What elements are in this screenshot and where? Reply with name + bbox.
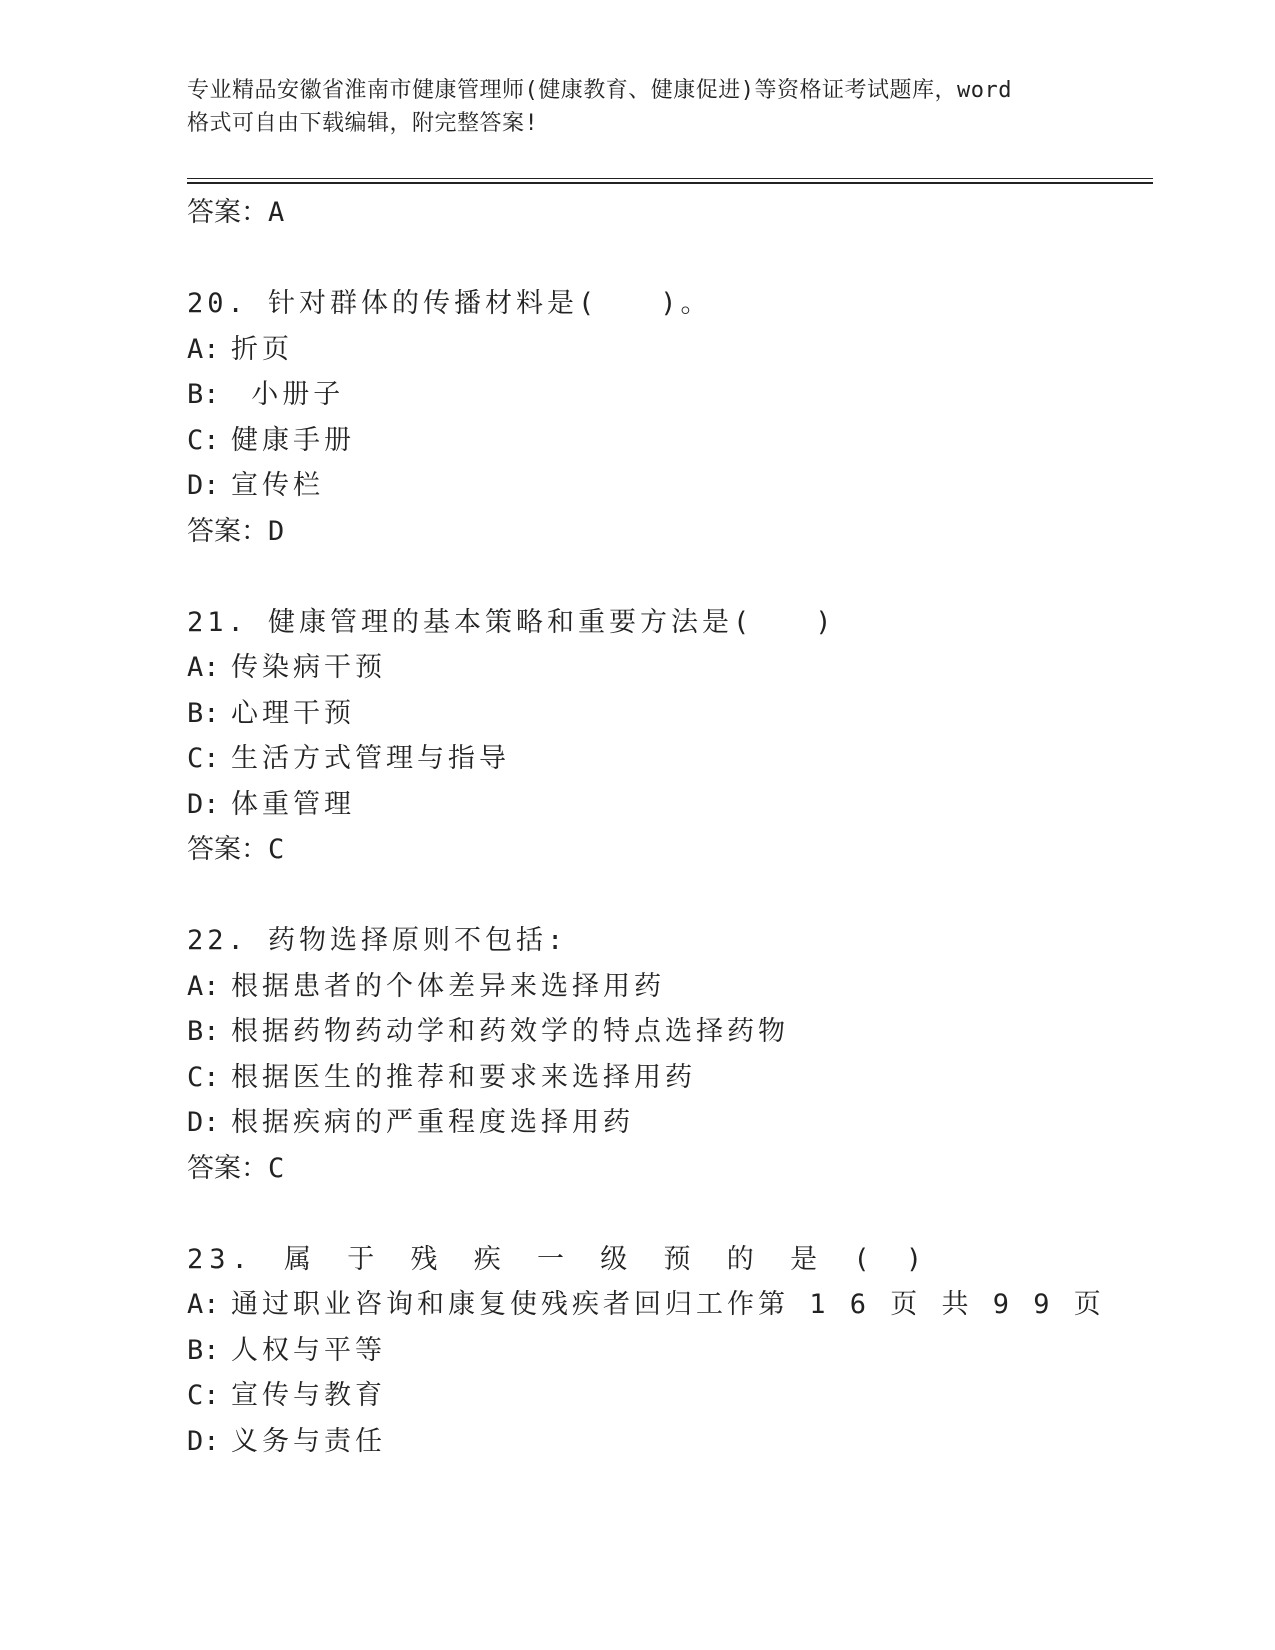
option-key: C: (187, 1061, 220, 1093)
option-a (187, 964, 1147, 1010)
question-20 (187, 281, 1147, 554)
option-key: D: (187, 1107, 220, 1138)
option-c (187, 1373, 1147, 1419)
option-text: 通过职业咨询和康复使残疾者回归工作第 1 6 页 共 9 9 页 (231, 1289, 1105, 1320)
answer-line (187, 509, 1147, 554)
option-a (187, 327, 1147, 373)
option-text: 健康手册 (231, 424, 355, 456)
option-text: 宣传栏 (231, 470, 324, 501)
option-text: 宣传与教育 (231, 1380, 386, 1411)
option-text: 义务与责任 (231, 1425, 386, 1457)
header-line-2: 格式可自由下载编辑，附完整答案! (187, 111, 539, 136)
answer-label: 答案： (187, 515, 268, 547)
header-line-1: 专业精品安徽省淮南市健康管理师(健康教育、健康促进)等资格证考试题库，word (187, 78, 1012, 103)
option-key: A: (187, 652, 220, 683)
option-text: 生活方式管理与指导 (231, 743, 510, 774)
answer-value: C (268, 1152, 285, 1184)
option-d (187, 782, 1147, 828)
answer-label: 答案： (187, 834, 268, 865)
question-23 (187, 1237, 1147, 1465)
option-c (187, 736, 1147, 782)
option-key: D: (187, 788, 220, 820)
answer-line (187, 827, 1147, 872)
question-title: 22. 药物选择原则不包括: (187, 925, 568, 956)
option-key: B: (187, 697, 220, 729)
option-text: 根据疾病的严重程度选择用药 (231, 1107, 634, 1138)
answer-value: A (268, 197, 285, 228)
question-list (187, 190, 1147, 1464)
option-b (187, 691, 1147, 737)
option-b (187, 1009, 1147, 1055)
option-a (187, 1282, 1147, 1328)
option-text: 传染病干预 (231, 652, 386, 683)
option-c (187, 418, 1147, 464)
option-a (187, 645, 1147, 691)
option-key: B: (187, 379, 220, 410)
question-title: 20. 针对群体的传播材料是( )。 (187, 288, 712, 319)
option-text: 根据医生的推荐和要求来选择用药 (231, 1061, 696, 1093)
option-key: D: (187, 470, 220, 501)
option-text: 根据药物药动学和药效学的特点选择药物 (231, 1016, 789, 1047)
question-22 (187, 918, 1147, 1191)
header-divider-bottom (187, 182, 1153, 184)
option-text: 心理干预 (231, 697, 355, 729)
option-b (187, 1328, 1147, 1374)
answer-value: C (268, 834, 285, 865)
option-key: C: (187, 743, 220, 774)
option-d (187, 463, 1147, 509)
option-key: A: (187, 1289, 220, 1320)
option-text: 根据患者的个体差异来选择用药 (231, 970, 665, 1002)
option-key: C: (187, 424, 220, 456)
option-b (187, 372, 1147, 418)
option-text: 体重管理 (231, 788, 355, 820)
question-title: 23. 属 于 残 疾 一 级 预 的 是 ( ) (187, 1243, 929, 1275)
answer-line (187, 190, 1147, 235)
option-text: 小册子 (231, 379, 345, 410)
header-divider-top (187, 178, 1153, 179)
page-header (187, 74, 1087, 140)
option-key: A: (187, 970, 220, 1002)
option-key: C: (187, 1380, 220, 1411)
answer-line (187, 1146, 1147, 1191)
option-text: 折页 (231, 333, 293, 365)
answer-label: 答案： (187, 197, 268, 228)
option-key: A: (187, 333, 220, 365)
option-key: B: (187, 1334, 220, 1366)
option-key: D: (187, 1425, 220, 1457)
question-21 (187, 600, 1147, 873)
option-d (187, 1100, 1147, 1146)
question-title: 21. 健康管理的基本策略和重要方法是( ) (187, 606, 836, 638)
answer-value: D (268, 515, 285, 547)
option-text: 人权与平等 (231, 1334, 386, 1366)
answer-label: 答案： (187, 1152, 268, 1184)
option-key: B: (187, 1016, 220, 1047)
option-d (187, 1419, 1147, 1465)
option-c (187, 1055, 1147, 1101)
